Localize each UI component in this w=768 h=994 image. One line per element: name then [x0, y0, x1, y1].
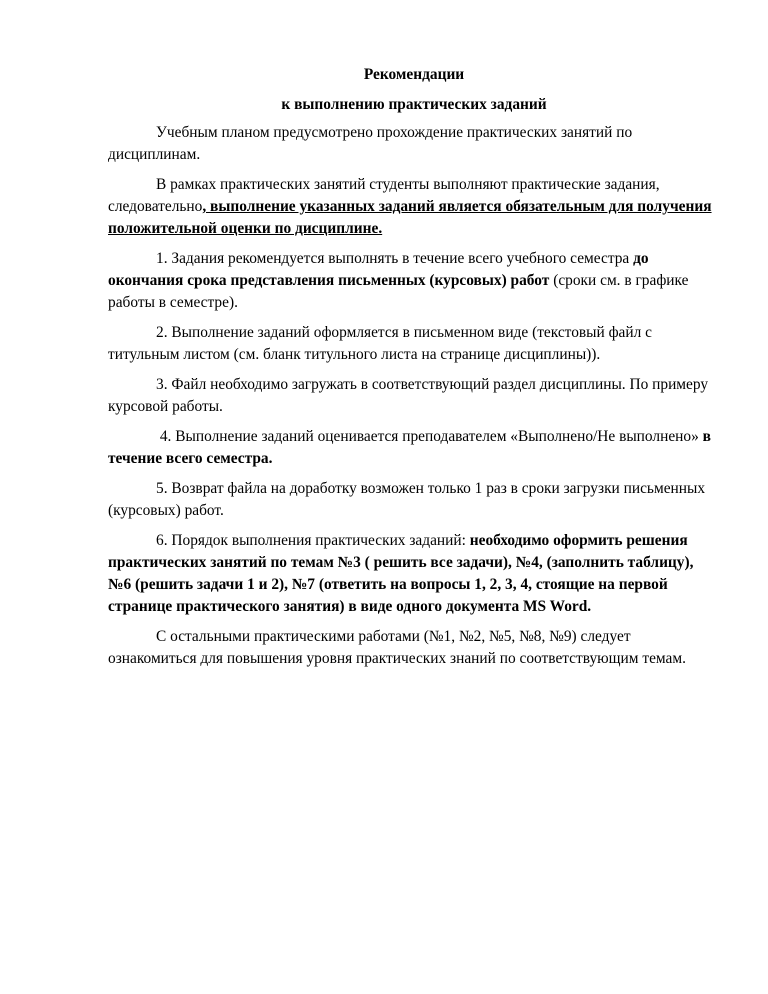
- paragraph-item-5: 5. Возврат файла на доработку возможен только 1 раз в сроки загрузки письменных (курсовых) работ.: [108, 480, 706, 519]
- paragraph-intro: Учебным планом предусмотрено прохождение практических занятий по дисциплинам.: [108, 124, 633, 163]
- document-page: [108, 64, 720, 678]
- paragraph-text: 6. Порядок выполнения практических заданий:: [156, 532, 470, 549]
- mandatory-requirement-text: , выполнение указанных заданий является обязательным для получения положительной оценки по дисциплине.: [108, 198, 712, 237]
- paragraph-text: В рамках практических занятий студенты выполняют практические задания, следовательно: [108, 176, 660, 215]
- paragraph-item-1: [108, 248, 720, 314]
- paragraph-item-4: [108, 426, 720, 470]
- evaluation-period-text: в течение всего семестра.: [108, 428, 711, 467]
- paragraph-item-6: [108, 530, 720, 618]
- paragraph-other-works: С остальными практическими работами (№1, №2, №5, №8, №9) следует ознакомиться для повышения уровня практических знаний по соответствующим темам.: [108, 628, 686, 667]
- paragraph-text: 1. Задания рекомендуется выполнять в течение всего учебного семестра: [156, 250, 634, 267]
- paragraph-text: 4. Выполнение заданий оценивается преподавателем «Выполнено/Не выполнено»: [156, 428, 699, 445]
- paragraph-item-3: 3. Файл необходимо загружать в соответствующий раздел дисциплины. По примеру курсовой работы.: [108, 376, 709, 415]
- paragraph-practical-tasks: [108, 174, 720, 240]
- deadline-text: до окончания срока представления письменных (курсовых) работ: [108, 250, 649, 289]
- document-title: Рекомендации: [363, 66, 465, 83]
- required-topics-text: необходимо оформить решения практических занятий по темам №3 ( решить все задачи), №4, (заполнить таблицу), №6 (решить задачи 1 и 2), №7 (ответить на вопросы 1, 2, 3, 4, стоящие на первой странице практического занятия) в виде одного документа MS Word.: [108, 532, 694, 615]
- paragraph-text: (сроки см. в графике работы в семестре).: [108, 272, 689, 311]
- paragraph-item-2: 2. Выполнение заданий оформляется в письменном виде (текстовый файл с титульным листом (см. бланк титульного листа на странице дисциплины)).: [108, 324, 652, 363]
- document-subtitle: к выполнению практических заданий: [281, 96, 547, 113]
